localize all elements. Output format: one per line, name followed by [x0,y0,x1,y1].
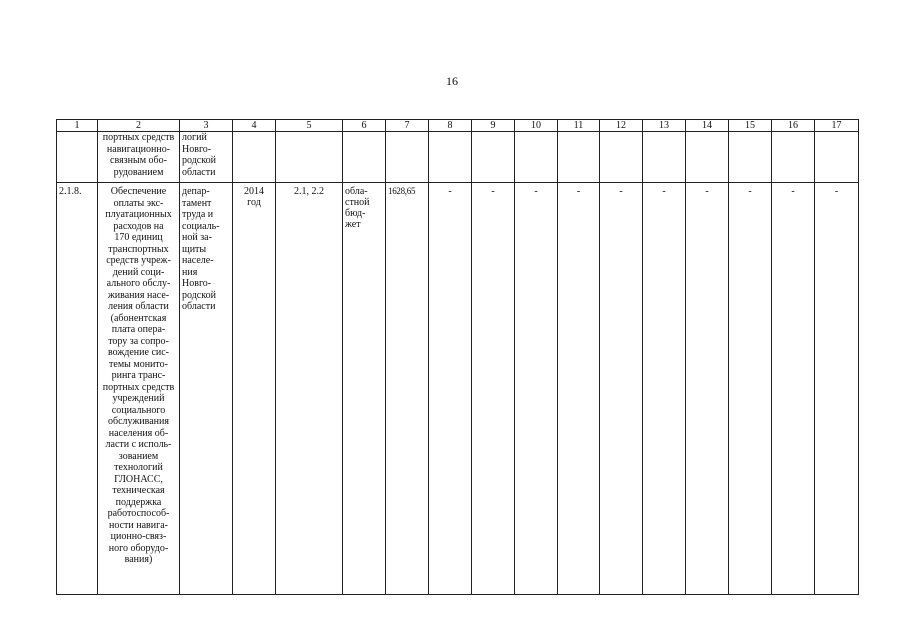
table-cell [429,132,472,183]
column-header: 17 [815,120,859,132]
column-header: 6 [343,120,386,132]
table-cell [772,132,815,183]
table-cell [472,132,515,183]
item-year: 2014 год [244,186,264,208]
table-cell [180,183,233,595]
column-header: 15 [729,120,772,132]
dash-cell: - [558,183,600,595]
continued-executor: логий Новго- родской области [182,132,216,178]
table-cell [233,132,276,183]
column-header: 12 [600,120,643,132]
dash-cell: - [515,183,558,595]
continuation-row [57,132,859,183]
item-source: обла- стной бюд- жет [345,186,370,230]
table-cell [386,132,429,183]
dash-cell: - [815,183,859,595]
table-cell [815,132,859,183]
continued-description: портных средств навигационно- связным обо- рудованием [102,132,175,178]
column-number-row [57,120,859,132]
dash-cell: - [472,183,515,595]
table-cell [600,132,643,183]
item-executor: депар- тамент труда и социаль- ной за- щиты населе- ния Новго- родской области [182,186,220,312]
table-cell [686,132,729,183]
table-cell [98,183,180,595]
column-header: 5 [276,120,343,132]
column-header: 13 [643,120,686,132]
column-header: 3 [180,120,233,132]
table-cell [98,132,180,183]
table-cell [276,132,343,183]
column-header: 4 [233,120,276,132]
document-table [56,119,859,595]
item-targets: 2.1, 2.2 [276,183,343,595]
table-cell [343,183,386,595]
table-cell [515,132,558,183]
table-cell [643,132,686,183]
column-header: 1 [57,120,98,132]
column-header: 2 [98,120,180,132]
dash-cell: - [686,183,729,595]
dash-cell: - [772,183,815,595]
column-header: 7 [386,120,429,132]
dash-cell: - [600,183,643,595]
column-header: 14 [686,120,729,132]
column-header: 16 [772,120,815,132]
table-row [57,183,859,595]
column-header: 9 [472,120,515,132]
table-cell [57,132,98,183]
table-cell [180,132,233,183]
item-amount: 1628,65 [386,183,429,595]
item-number: 2.1.8. [57,183,98,595]
table-cell [729,132,772,183]
table-cell [233,183,276,595]
column-header: 10 [515,120,558,132]
dash-cell: - [643,183,686,595]
page-number: 16 [446,74,458,88]
dash-cell: - [429,183,472,595]
column-header: 8 [429,120,472,132]
table-cell [558,132,600,183]
table-cell [343,132,386,183]
dash-cell: - [729,183,772,595]
item-description: Обеспечение оплаты экс- плуатационных расходов на 170 единиц транспортных средств учреж- дений соци- ального обслу- живания насе- ления области (абонентская плата опера- тору за сопро- вождение сис- темы монито- ринга транс- портных средств учреждений социального обслуживания населения об- ласти с исполь- зованием технологий ГЛОНАСС, техническая поддержка работоспособ- ности навига- ционно-связ- ного оборудо- вания) [102,186,175,565]
column-header: 11 [558,120,600,132]
